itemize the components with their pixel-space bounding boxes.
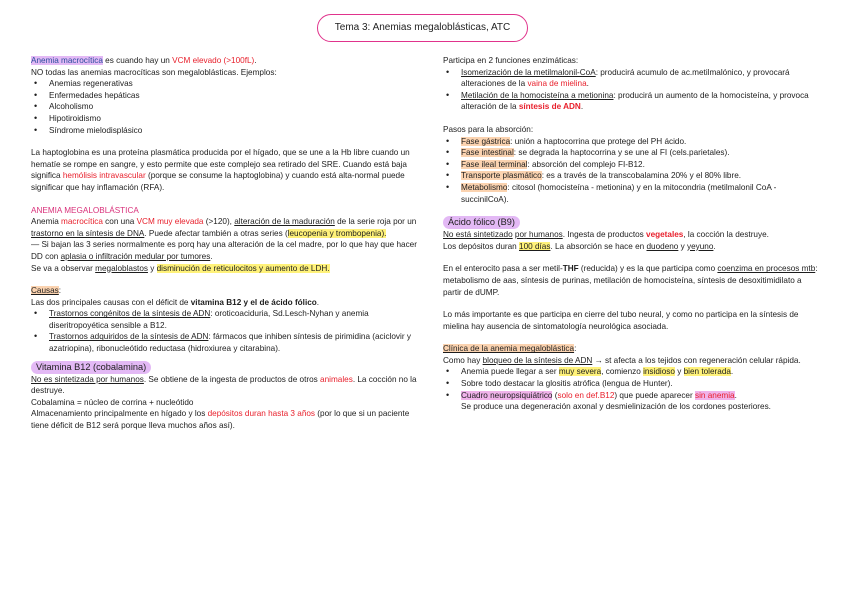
section-heading-causas <box>31 285 417 297</box>
list-item <box>31 308 417 331</box>
text: solo en def.B12 <box>557 390 615 400</box>
text: Anemia <box>31 217 62 227</box>
text: Fase gástrica <box>461 136 511 146</box>
text: : oroticoaciduria, Sd.Lesch-Nyhan y anemia diseritropoyética sensible a B12. <box>49 309 369 330</box>
text: Se va a observar <box>31 263 96 273</box>
text: Fase ileal terminal <box>461 159 528 169</box>
list-item: • Anemias regenerativas <box>31 78 417 90</box>
text: y <box>674 367 684 377</box>
text: coenzima en procesos mtb <box>717 264 816 274</box>
text: de la serie roja por un <box>334 217 417 227</box>
page-title: Tema 3: Anemias megaloblásticas, ATC <box>317 14 528 42</box>
text: trastorno en la síntesis de DNA <box>31 228 145 238</box>
enzymes-intro: Participa en 2 funciones enzimáticas: <box>443 56 579 65</box>
absorption-intro: Pasos para la absorción: <box>443 124 534 134</box>
text: vitamina B12 y el de ácido fólico <box>190 297 317 307</box>
text: macrocítica <box>61 217 103 227</box>
text: : es a través de la transcobalamina 20% y el 80% libre. <box>541 171 742 181</box>
text: : absorción del complejo FI-B12. <box>527 159 645 169</box>
text: No es sintetizada por humanos <box>31 374 144 384</box>
text: yeyuno <box>687 241 714 251</box>
text: síntesis de ADN <box>518 102 581 112</box>
text: Las dos principales causas con el déficit de <box>31 297 191 307</box>
list-item <box>31 331 417 354</box>
list-item <box>443 390 818 413</box>
text: y <box>678 241 688 251</box>
text: (>120), <box>203 217 235 227</box>
text: . <box>586 79 589 89</box>
text: Vitamina B12 (cobalamina) <box>31 361 151 374</box>
text: con una <box>102 217 137 227</box>
text: vaina de mielina <box>527 79 587 89</box>
text: Los depósitos duran <box>443 241 520 251</box>
text: : producirá acumulo de ac.metilmalónico, y provocará alteraciones de la <box>461 67 790 89</box>
clinica-list <box>443 366 818 412</box>
text: : se degrada la haptocorrina y se une al FI (cels.parietales). <box>513 148 730 158</box>
text: — Si bajan las 3 series normalmente es porq hay una alteración de la cel madre, por lo que hay que hacer DD con <box>31 240 417 261</box>
list-item <box>443 147 818 159</box>
text: Isomerización de la metilmalonil-CoA <box>461 67 596 77</box>
text: En el enterocito pasa a ser metil- <box>443 264 563 274</box>
intro-line <box>31 55 417 67</box>
text: (porque se consume la haptoglobina) y cuando está alta-normal puede significar que hay inflamación (RFA). <box>31 171 405 192</box>
text: : metabolismo de aas, síntesis de purinas, metilación de homocisteína, síntesis de desoxitimidilato a partir de dUMP. <box>443 264 818 297</box>
list-item <box>443 170 818 182</box>
text: Transporte plasmático <box>461 171 542 181</box>
text: duodeno <box>646 241 679 251</box>
list-item: • Enfermedades hepáticas <box>31 90 417 102</box>
text: . <box>713 241 716 251</box>
vitb12-structure: Cobalamina = núcleo de corrina + nucleótido <box>31 397 194 407</box>
section-heading-vitb12 <box>31 361 417 374</box>
text: (por lo que si un paciente tiene déficit de B12 será porque lleva muchos años así). <box>31 409 410 431</box>
text: 100 días <box>519 241 551 251</box>
text: ) que puede aparecer <box>614 390 695 400</box>
absorption-list <box>443 136 818 206</box>
text: La haptoglobina es una proteína plasmática producida por el hígado, que se une a la Hb libre cuando un hematíe se rompe en sangre, y esto permite que este complejo sea retirado del SRE. Cuando está baja significa <box>31 148 410 181</box>
text: Metabolismo <box>461 182 508 192</box>
text: . La absorción se hace en <box>550 241 647 251</box>
text: , la cocción la destruye. <box>683 230 769 240</box>
text: . <box>316 297 320 307</box>
anemia-meg-paragraph <box>31 216 417 239</box>
text: bloqueo de la síntesis de ADN <box>482 355 593 365</box>
vitb12-paragraph <box>31 374 417 397</box>
right-column <box>443 55 818 413</box>
text: animales <box>320 374 353 384</box>
text: No está sintetizado <box>443 230 513 240</box>
text: . Se obtiene de la ingesta de productos de otros <box>143 374 321 384</box>
text: : producirá un aumento de la homocisteína, y provoca alteración de la <box>461 90 809 112</box>
causas-paragraph <box>31 297 417 309</box>
text: muy severa <box>558 367 602 377</box>
section-heading-clinica <box>443 343 818 355</box>
list-item <box>443 136 818 148</box>
section-heading-folico <box>443 216 818 229</box>
term-macrocytic: Anemia macrocítica <box>31 56 103 65</box>
text: Como hay <box>443 355 483 365</box>
text: . <box>734 390 737 400</box>
text: bien tolerada <box>683 367 731 377</box>
text: aplasia o infiltración medular por tumores <box>60 251 211 261</box>
text: depósitos duran hasta 3 años <box>207 409 316 419</box>
text: . Ingesta de productos <box>562 230 647 240</box>
folico-neural: Lo más importante es que participa en cierre del tubo neural, y como no participa en la síntesis de mielina hay ausencia de sintomatología neurológica asociada. <box>443 310 799 331</box>
text: Ácido fólico (B9) <box>443 216 520 229</box>
anemia-meg-dd <box>31 239 417 262</box>
text: Trastornos congénitos de la síntesis de ADN <box>49 309 211 319</box>
text: megaloblastos <box>95 263 148 273</box>
causas-list <box>31 308 417 354</box>
text: Causas <box>31 286 59 296</box>
text: THF <box>562 264 579 274</box>
text: ). <box>381 228 387 238</box>
text: . <box>580 102 584 112</box>
intro-line-2: NO todas las anemias macrocíticas son megaloblásticas. Ejemplos: <box>31 67 277 77</box>
text: : unión a haptocorrina que protege del PH ácido. <box>510 136 687 146</box>
folico-enterocyte <box>443 263 818 298</box>
list-item <box>443 67 818 90</box>
text: Se produce una degeneración axonal y desmielinización de los cordones posteriores. <box>461 402 771 412</box>
vitb12-storage <box>31 408 417 431</box>
list-item: • Síndrome mielodisplásico <box>31 125 417 137</box>
vcm-value: VCM elevado (>100fL) <box>172 56 255 65</box>
text: Almacenamiento principalmente en hígado y los <box>31 409 208 419</box>
text: disminución de reticulocitos y aumento de LDH. <box>156 263 330 273</box>
haptoglobin-paragraph <box>31 147 417 193</box>
text: , comienzo <box>601 367 644 377</box>
text: vegetales <box>646 230 684 240</box>
text: : fármacos que inhiben síntesis de pirimidina (aciclovir y azatriopina), ribonucleótido reductasa (hidroxiurea y citarabina). <box>49 332 411 354</box>
text: Fase intestinal <box>461 148 514 158</box>
text: es cuando hay un <box>102 56 173 65</box>
section-heading-anemia-meg: ANEMIA MEGALOBLÁSTICA <box>31 205 139 215</box>
list-item: • Alcoholismo <box>31 101 417 113</box>
text: alteración de la maduración <box>234 217 335 227</box>
text: . <box>254 56 257 65</box>
text: → st afecta a los tejidos con regeneración celular rápida. <box>592 355 801 365</box>
list-item: • Hipotiroidismo <box>31 113 417 125</box>
text: : citosol (homocisteína - metionina) y en la mitocondria (metilmalonil CoA - succinilCoA). <box>461 182 777 204</box>
text: . <box>210 251 213 261</box>
text: : <box>58 286 62 296</box>
list-item <box>443 182 818 205</box>
folico-deposits <box>443 241 818 253</box>
text: . Puede afectar también a otras series ( <box>144 228 288 238</box>
macrocytic-list <box>31 78 417 136</box>
text: por humanos <box>514 230 563 240</box>
text: leucopenia y trombopenia <box>287 228 382 238</box>
list-item: • Sobre todo destacar la glositis atrófica (lengua de Hunter). <box>443 378 818 390</box>
anemia-meg-findings <box>31 263 417 275</box>
text: Anemia puede llegar a ser <box>461 367 559 377</box>
left-column <box>31 55 417 432</box>
list-item <box>443 90 818 113</box>
enzymes-list <box>443 67 818 113</box>
text: (reducida) y es la que participa como <box>578 264 718 274</box>
text: insidioso <box>643 367 675 377</box>
text: Trastornos adquiridos de la síntesis de ADN <box>49 332 209 342</box>
folico-paragraph <box>443 229 818 241</box>
text: : <box>574 344 577 354</box>
text: . La cocción no la destruye. <box>31 374 417 396</box>
text: y <box>147 263 157 273</box>
text: Metilación de la homocisteína a metionina <box>461 90 614 100</box>
list-item <box>443 366 818 378</box>
hemolysis-term: hemólisis intravascular <box>62 171 146 181</box>
text: Cuadro neuropsiquiátrico <box>461 390 553 400</box>
text: VCM muy elevada <box>136 217 204 227</box>
text: . <box>730 367 734 377</box>
text: sin anemia <box>694 390 735 400</box>
text: ( <box>552 390 558 400</box>
text: Clínica de la anemia megaloblástica <box>443 344 575 354</box>
list-item <box>443 159 818 171</box>
clinica-paragraph <box>443 355 818 367</box>
